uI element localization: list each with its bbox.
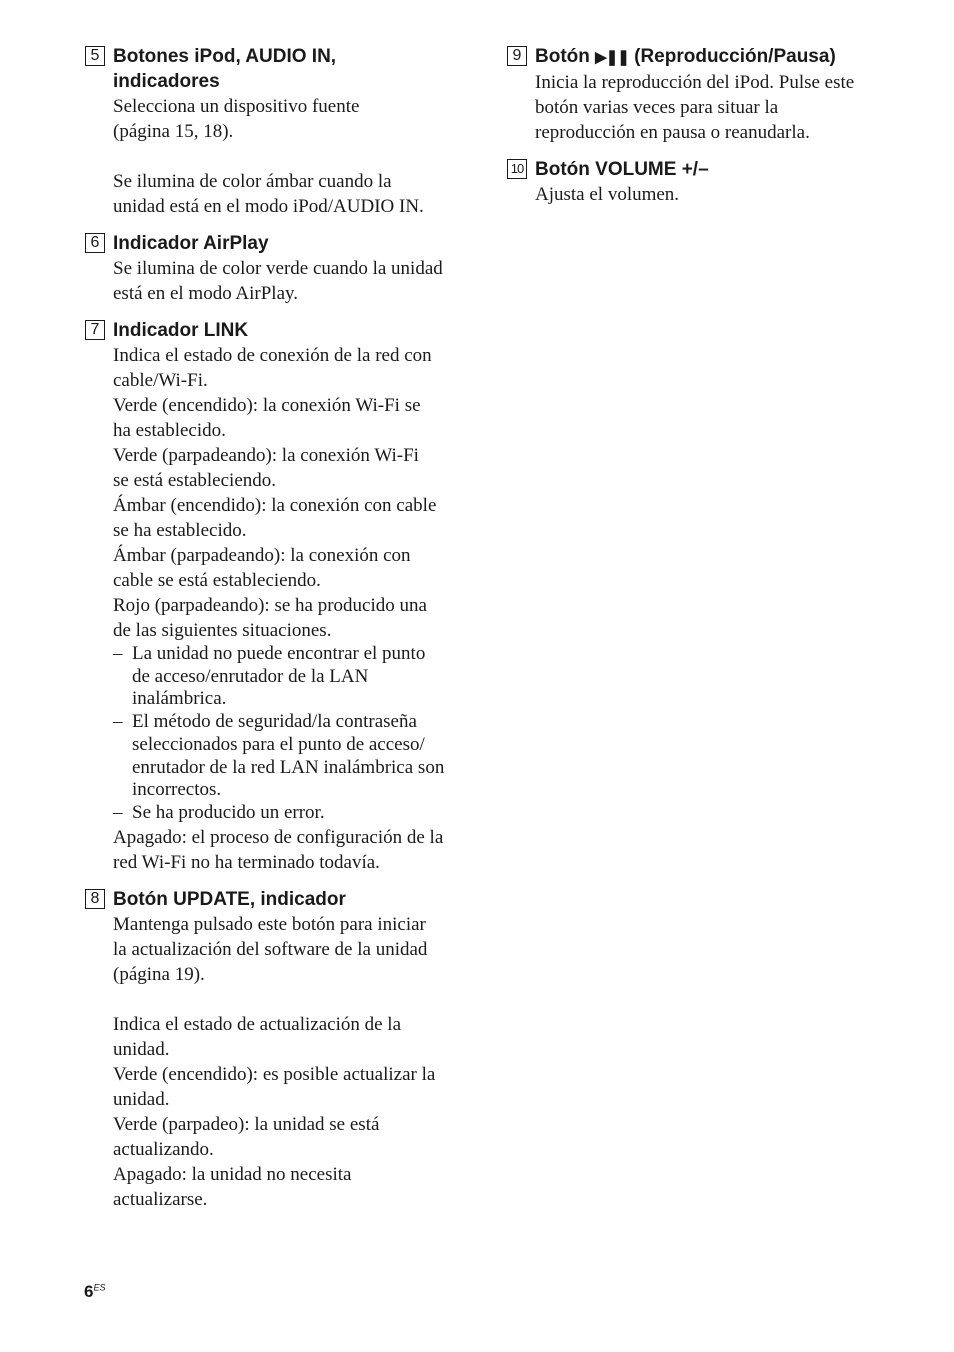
dash-list-item [113,802,465,825]
item-10-volume-button [507,157,892,207]
item-heading [85,887,465,912]
text-line: Indica el estado de actualización de la [113,1013,402,1035]
text-line: Indica el estado de conexión de la red con [113,345,432,366]
item-heading [507,44,892,70]
text-line: de las siguientes situaciones. [113,620,332,641]
item-9-play-pause-button [507,44,892,145]
text-line: Mantenga pulsado este botón para iniciar [113,913,426,935]
item-heading [85,318,465,343]
text-line: unidad. [113,1038,170,1060]
item-number-box: 8 [85,889,105,909]
text-line: red Wi-Fi no ha terminado todavía. [113,851,380,873]
item-heading [507,157,892,182]
item-7-link-indicator [85,318,465,875]
right-column [507,44,892,219]
text-line: cable/Wi-Fi. [113,370,208,391]
text-line: Verde (encendido): es posible actualizar la [113,1063,436,1085]
text-line: de acceso/enrutador de la LAN [132,665,369,687]
text-line: la actualización del software de la unidad [113,938,428,960]
item-title: Indicador AirPlay [113,233,269,254]
title-line: Botones iPod, AUDIO IN, [113,46,337,67]
dash-mark: – [113,801,123,823]
text-line: enrutador de la red LAN inalámbrica son [132,756,445,778]
play-pause-icon: ▶❚❚ [595,49,629,66]
page-number [84,1282,105,1302]
spacer [113,144,465,169]
text-line: Ajusta el volumen. [535,184,680,205]
text-line: Se ha producido un error. [132,801,325,823]
dash-list-item [113,711,465,802]
text-line: Verde (encendido): la conexión Wi-Fi se [113,395,421,416]
text-line: Verde (parpadeo): la unidad se está [113,1113,380,1135]
text-line: La unidad no puede encontrar el punto [132,643,426,664]
text-line: botón varias veces para situar la [535,97,779,118]
spacer [113,987,465,1012]
text-line: Ámbar (parpadeando): la conexión con [113,545,411,566]
text-line: Selecciona un dispositivo fuente [113,96,360,117]
item-heading [85,44,465,94]
item-body [113,256,465,306]
dash-list-item [113,643,465,711]
text-line: El método de seguridad/la contraseña [132,711,417,733]
text-line: inalámbrica. [132,688,227,710]
text-line: unidad. [113,1088,170,1110]
text-line: Apagado: la unidad no necesita [113,1163,352,1185]
item-title [113,44,336,94]
title-text: Botón [535,46,590,67]
item-title: Botón VOLUME +/– [535,159,709,180]
text-line: cable se está estableciendo. [113,570,321,591]
item-body [535,182,892,207]
text-line: seleccionados para el punto de acceso/ [132,733,425,755]
text-line: reproducción en pausa o reanudarla. [535,122,810,143]
item-title [535,44,836,70]
text-line: (página 19). [113,963,205,985]
item-number-box: 9 [507,46,527,66]
text-line: Rojo (parpadeando): se ha producido una [113,595,427,616]
item-number-box: 6 [85,233,105,253]
item-heading [85,231,465,256]
text-line: Se ilumina de color verde cuando la unidad [113,258,443,279]
title-text: (Reproducción/Pausa) [634,46,836,67]
text-line: se ha establecido. [113,520,247,541]
text-line: actualizando. [113,1138,214,1160]
item-body [535,70,892,145]
text-line: está en el modo AirPlay. [113,283,299,304]
item-title: Indicador LINK [113,320,249,341]
item-8-update-button [85,887,465,1212]
item-body [113,94,465,219]
text-line: unidad está en el modo iPod/AUDIO IN. [113,196,424,217]
text-line: actualizarse. [113,1188,208,1210]
text-line: incorrectos. [132,779,222,801]
text-line: ha establecido. [113,420,226,441]
item-body [113,343,465,875]
item-number-box: 7 [85,320,105,340]
title-line: indicadores [113,71,220,92]
dash-mark: – [113,643,123,664]
dash-mark: – [113,711,123,733]
text-line: se está estableciendo. [113,470,277,491]
page-number-value: 6 [84,1282,94,1301]
item-6-airplay-indicator [85,231,465,306]
text-line: Ámbar (encendido): la conexión con cable [113,495,437,516]
text-line: Se ilumina de color ámbar cuando la [113,171,392,192]
language-code: ES [93,1282,106,1293]
text-line: (página 15, 18). [113,121,234,142]
item-title: Botón UPDATE, indicador [113,888,346,910]
left-column [85,44,465,1224]
item-number-box: 10 [507,159,527,179]
text-line: Verde (parpadeando): la conexión Wi-Fi [113,445,419,466]
text-line: Apagado: el proceso de configuración de la [113,826,444,848]
item-body [113,912,465,1212]
text-line: Inicia la reproducción del iPod. Pulse este [535,72,855,93]
item-5-ipod-audio-in [85,44,465,219]
item-number-box: 5 [85,46,105,66]
